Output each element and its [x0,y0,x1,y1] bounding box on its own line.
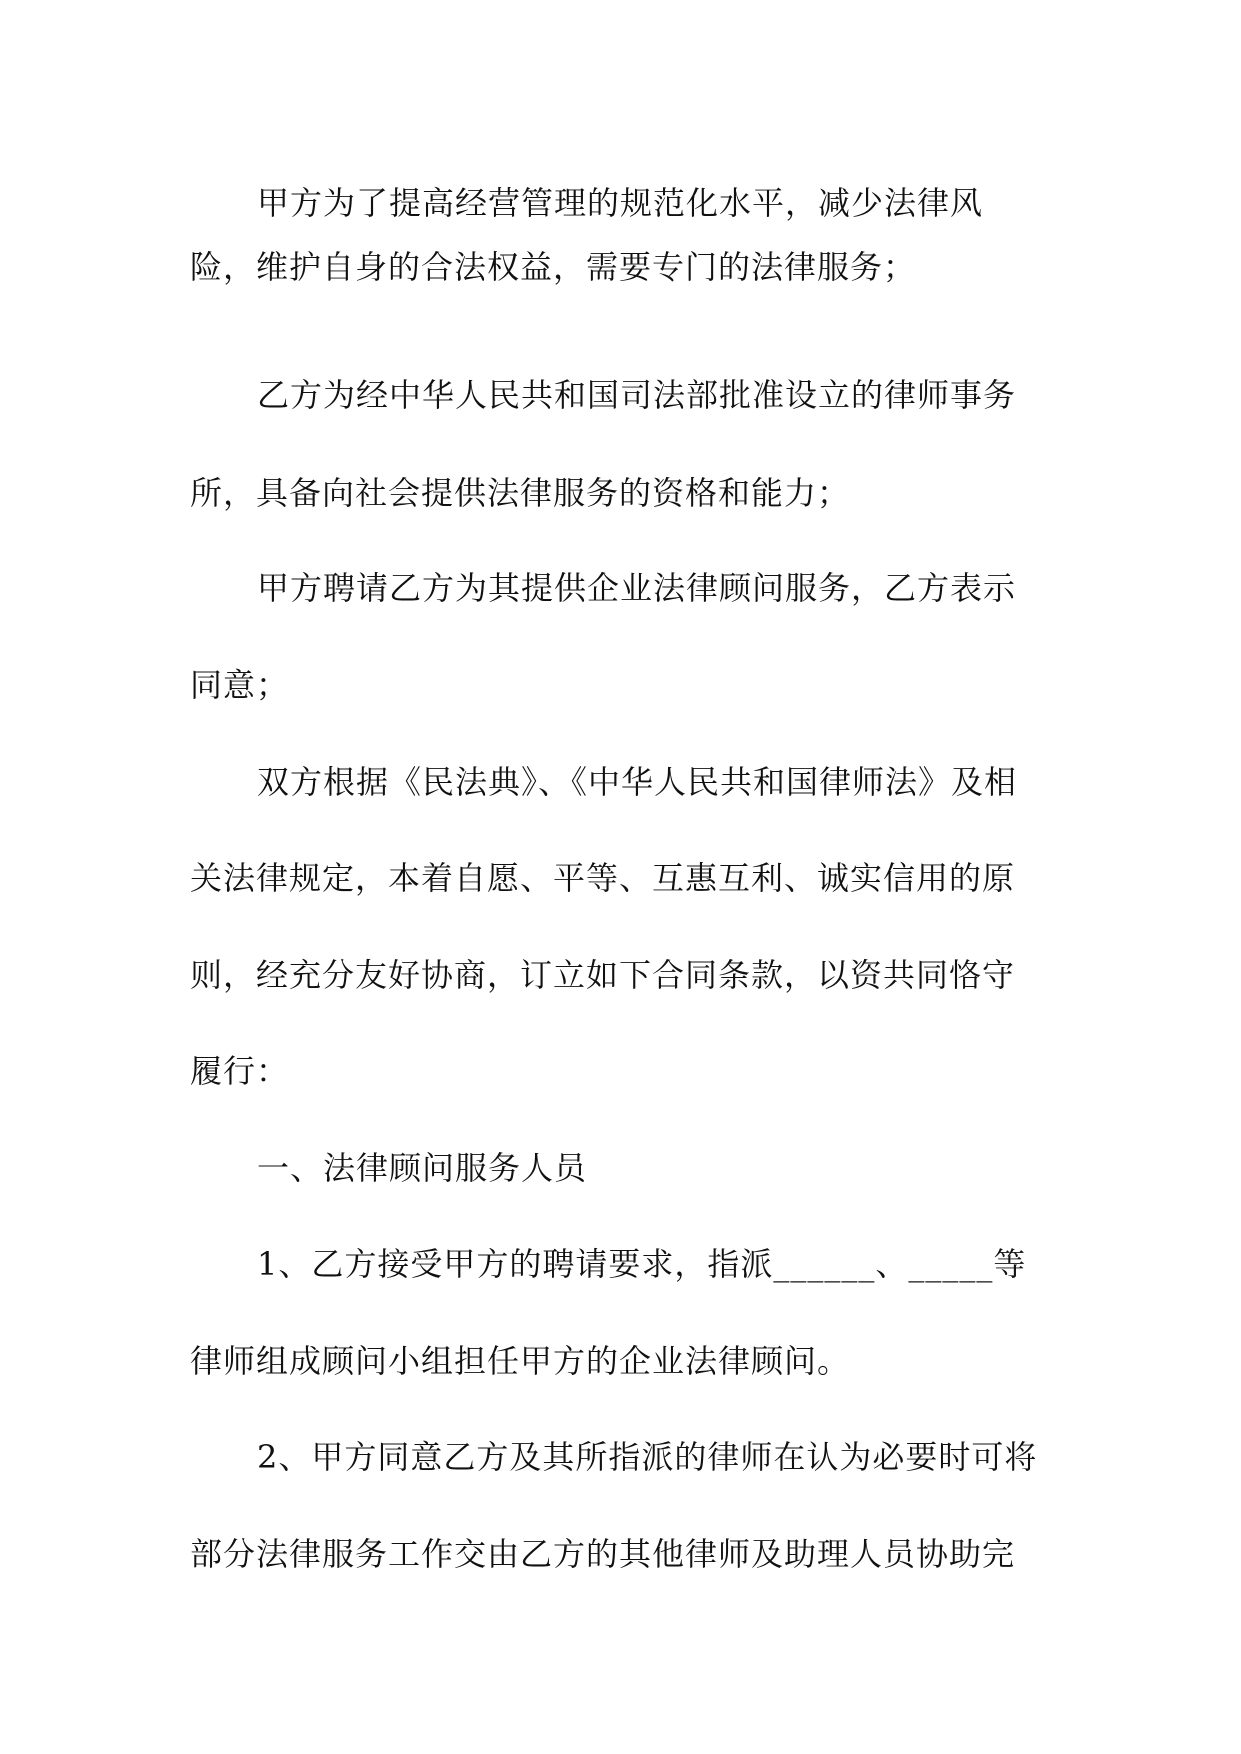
paragraph-line: 甲方为了提高经营管理的规范化水平，减少法律风 [257,184,984,222]
section-heading: 一、法律顾问服务人员 [257,1149,588,1187]
paragraph-line: 同意； [190,666,290,704]
paragraph-line: 关法律规定，本着自愿、平等、互惠互利、诚实信用的原 [190,859,1016,897]
paragraph-line: 2、甲方同意乙方及其所指派的律师在认为必要时可将 [257,1438,1038,1476]
paragraph-line: 则，经充分友好协商，订立如下合同条款，以资共同恪守 [190,956,1016,994]
paragraph-line: 1、乙方接受甲方的聘请要求，指派______、_____等 [257,1245,1027,1283]
paragraph-line: 险，维护自身的合法权益，需要专门的法律服务； [190,248,917,286]
paragraph-line: 乙方为经中华人民共和国司法部批准设立的律师事务 [257,376,1017,414]
paragraph-line: 部分法律服务工作交由乙方的其他律师及助理人员协助完 [190,1535,1016,1573]
paragraph-line: 双方根据《民法典》、《中华人民共和国律师法》及相 [257,763,1018,801]
paragraph-line: 所，具备向社会提供法律服务的资格和能力； [190,474,851,512]
paragraph-line: 律师组成顾问小组担任甲方的企业法律顾问。 [190,1342,851,1380]
paragraph-line: 履行： [190,1052,290,1090]
paragraph-line: 甲方聘请乙方为其提供企业法律顾问服务，乙方表示 [257,569,1017,607]
